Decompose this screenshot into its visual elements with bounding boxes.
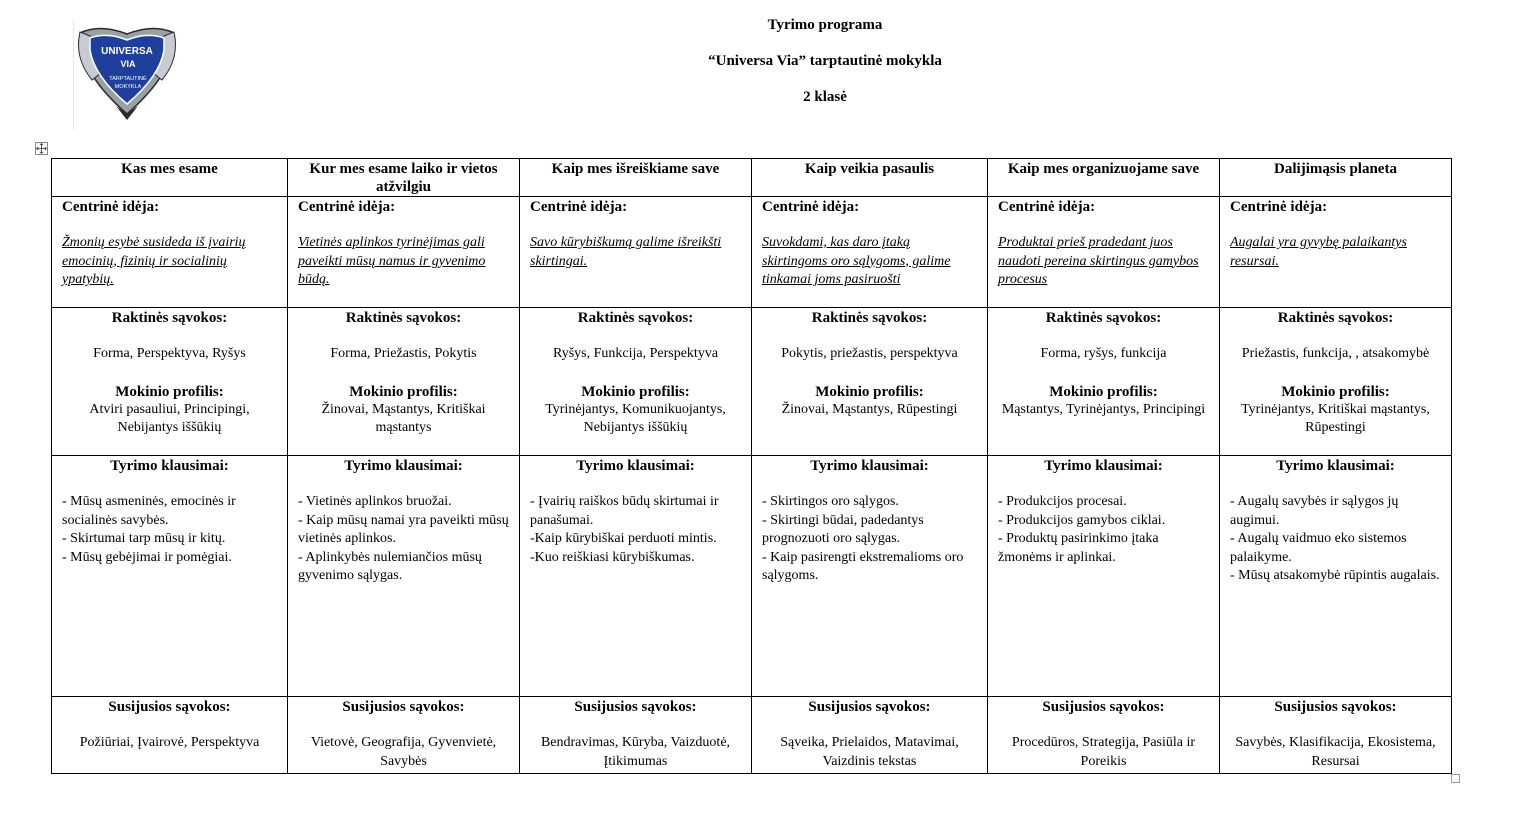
related-concepts-label: Susijusios sąvokos:: [574, 699, 697, 715]
learner-profile-text: Mąstantys, Tyrinėjantys, Principingi: [1001, 401, 1206, 417]
questions-cell: [52, 456, 288, 697]
theme-header: Kaip mes išreiškiame save: [520, 159, 752, 197]
shield-logo-icon: [72, 18, 182, 130]
key-concepts-cell: [288, 308, 520, 456]
table-resize-handle[interactable]: [1451, 774, 1460, 783]
related-concepts-text: Bendravimas, Kūryba, Vaizduotė, Įtikimumas: [540, 735, 731, 769]
learner-profile-label: Mokinio profilis:: [115, 383, 224, 400]
central-idea-label: Centrinė idėja:: [1230, 199, 1328, 215]
central-idea-text: Suvokdami, kas daro įtaką skirtingoms oro sąlygoms, galime tinkamai joms pasiruošti: [762, 235, 951, 287]
related-concepts-text: Savybės, Klasifikacija, Ekosistema, Resursai: [1235, 735, 1436, 769]
questions-label: Tyrimo klausimai:: [1044, 458, 1163, 474]
theme-header-row: [52, 159, 1452, 197]
question-item: - Įvairių raiškos būdų skirtumai ir panašumai.: [530, 494, 719, 528]
central-idea-label: Centrinė idėja:: [298, 199, 396, 215]
related-concepts-label: Susijusios sąvokos:: [808, 699, 931, 715]
question-item: - Vietinės aplinkos bruožai.: [298, 494, 452, 509]
question-item: - Augalų savybės ir sąlygos jų augimui.: [1230, 494, 1399, 528]
key-concepts-label: Raktinės sąvokos:: [577, 310, 694, 326]
questions-list: [62, 493, 277, 567]
central-idea-text: Produktai prieš pradedant juos naudoti pereina skirtingus gamybos procesus: [998, 235, 1199, 287]
question-item: - Aplinkybės nulemiančios mūsų gyvenimo sąlygas.: [298, 549, 482, 583]
central-idea-text: Savo kūrybiškumą galime išreikšti skirtingai.: [530, 235, 722, 269]
question-item: - Skirtumai tarp mūsų ir kitų.: [62, 531, 226, 546]
key-concepts-label: Raktinės sąvokos:: [811, 310, 928, 326]
question-item: - Produkcijos procesai.: [998, 494, 1127, 509]
key-concepts-label: Raktinės sąvokos:: [111, 310, 228, 326]
central-idea-cell: [52, 197, 288, 308]
related-concepts-label: Susijusios sąvokos:: [108, 699, 231, 715]
questions-list: [298, 493, 509, 586]
related-concepts-cell: [288, 697, 520, 774]
questions-label: Tyrimo klausimai:: [110, 458, 229, 474]
key-concepts-text: Priežastis, funkcija, , atsakomybė: [1241, 346, 1430, 361]
question-item: - Kaip pasirengti ekstremalioms oro sąlygoms.: [762, 549, 964, 583]
logo-text-3: TARPTAUTINĖ: [109, 76, 147, 82]
central-idea-text: Žmonių esybė susideda iš įvairių emocinių, fizinių ir socialinių ypatybių.: [62, 235, 246, 287]
key-concepts-label: Raktinės sąvokos:: [345, 310, 462, 326]
central-idea-label: Centrinė idėja:: [762, 199, 860, 215]
learner-profile-text: Tyrinėjantys, Kritiškai mąstantys, Rūpestingi: [1241, 401, 1430, 435]
key-concepts-text: Ryšys, Funkcija, Perspektyva: [552, 346, 719, 361]
question-item: - Produkcijos gamybos ciklai.: [998, 512, 1166, 528]
questions-list: [998, 493, 1209, 567]
learner-profile-text: Žinovai, Mąstantys, Rūpestingi: [781, 401, 958, 417]
related-concepts-text: Procedūros, Strategija, Pasiūla ir Poreikis: [1011, 735, 1196, 769]
questions-row: [52, 456, 1452, 697]
central-idea-cell: [288, 197, 520, 308]
related-concepts-label: Susijusios sąvokos:: [1042, 699, 1165, 715]
document-title: Tyrimo programa: [767, 17, 883, 33]
key-concepts-cell: [752, 308, 988, 456]
theme-header: Kas mes esame: [52, 159, 288, 197]
central-idea-label: Centrinė idėja:: [62, 199, 160, 215]
questions-list: [1230, 493, 1441, 586]
learner-profile-text: Žinovai, Mąstantys, Kritiškai mąstantys: [321, 401, 486, 435]
central-idea-label: Centrinė idėja:: [998, 199, 1096, 215]
questions-cell: [288, 456, 520, 697]
key-concepts-cell: [520, 308, 752, 456]
questions-cell: [752, 456, 988, 697]
related-concepts-cell: [520, 697, 752, 774]
learner-profile-label: Mokinio profilis:: [1049, 383, 1158, 400]
questions-label: Tyrimo klausimai:: [1276, 458, 1395, 474]
questions-cell: [520, 456, 752, 697]
learner-profile-label: Mokinio profilis:: [581, 383, 690, 400]
related-concepts-label: Susijusios sąvokos:: [342, 699, 465, 715]
table-move-handle-icon[interactable]: [35, 142, 48, 155]
questions-list: [762, 493, 977, 586]
question-item: -Kaip kūrybiškai perduoti mintis.: [530, 531, 717, 546]
key-concepts-row: [52, 308, 1452, 456]
central-idea-cell: [988, 197, 1220, 308]
central-idea-label: Centrinė idėja:: [530, 199, 628, 215]
questions-cell: [988, 456, 1220, 697]
logo-text-1: UNIVERSA: [101, 46, 153, 57]
theme-header: Kaip mes organizuojame save: [988, 159, 1220, 197]
questions-list: [530, 493, 741, 567]
school-logo: [72, 18, 182, 130]
question-item: - Mūsų asmeninės, emocinės ir socialinės savybės.: [62, 494, 236, 528]
key-concepts-cell: [988, 308, 1220, 456]
learner-profile-label: Mokinio profilis:: [349, 383, 458, 400]
central-idea-row: [52, 197, 1452, 308]
question-item: - Mūsų gebėjimai ir pomėgiai.: [62, 549, 232, 565]
central-idea-cell: [1220, 197, 1452, 308]
question-item: - Skirtingos oro sąlygos.: [762, 494, 899, 509]
logo-text-2: VIA: [120, 59, 136, 69]
related-concepts-text: Sąveika, Prielaidos, Matavimai, Vaizdinis tekstas: [780, 735, 959, 769]
key-concepts-text: Forma, Perspektyva, Ryšys: [93, 346, 246, 361]
related-concepts-cell: [752, 697, 988, 774]
key-concepts-label: Raktinės sąvokos:: [1277, 310, 1394, 326]
central-idea-cell: [520, 197, 752, 308]
learner-profile-label: Mokinio profilis:: [1281, 383, 1390, 400]
related-concepts-label: Susijusios sąvokos:: [1274, 699, 1397, 715]
logo-text-4: MOKYKLA: [114, 84, 142, 90]
question-item: - Mūsų atsakomybė rūpintis augalais.: [1230, 568, 1440, 583]
questions-label: Tyrimo klausimai:: [344, 458, 463, 474]
program-table: [51, 158, 1452, 774]
related-concepts-cell: [1220, 697, 1452, 774]
learner-profile-text: Tyrinėjantys, Komunikuojantys, Nebijantys iššūkių: [545, 401, 726, 435]
related-concepts-row: [52, 697, 1452, 774]
theme-header: Dalijimąsis planeta: [1220, 159, 1452, 197]
related-concepts-cell: [52, 697, 288, 774]
learner-profile-label: Mokinio profilis:: [815, 383, 924, 400]
theme-header: Kaip veikia pasaulis: [752, 159, 988, 197]
question-item: - Augalų vaidmuo eko sistemos palaikyme.: [1230, 531, 1407, 565]
key-concepts-cell: [52, 308, 288, 456]
related-concepts-text: Požiūriai, Įvairovė, Perspektyva: [79, 735, 260, 750]
grade-label: 2 klasė: [803, 89, 847, 105]
questions-label: Tyrimo klausimai:: [810, 458, 929, 474]
question-item: - Skirtingi būdai, padedantys prognozuoti oro sąlygas.: [762, 512, 924, 546]
key-concepts-text: Forma, ryšys, funkcija: [1040, 346, 1167, 361]
central-idea-text: Vietinės aplinkos tyrinėjimas gali paveikti mūsų namus ir gyvenimo būdą.: [298, 235, 486, 287]
central-idea-cell: [752, 197, 988, 308]
key-concepts-text: Forma, Priežastis, Pokytis: [330, 346, 477, 361]
related-concepts-cell: [988, 697, 1220, 774]
question-item: - Kaip mūsų namai yra paveikti mūsų vietinės aplinkos.: [298, 512, 509, 546]
key-concepts-cell: [1220, 308, 1452, 456]
questions-label: Tyrimo klausimai:: [576, 458, 695, 474]
key-concepts-text: Pokytis, priežastis, perspektyva: [781, 346, 958, 361]
question-item: - Produktų pasirinkimo įtaka žmonėms ir aplinkai.: [998, 531, 1159, 565]
question-item: -Kuo reiškiasi kūrybiškumas.: [530, 549, 695, 565]
questions-cell: [1220, 456, 1452, 697]
learner-profile-text: Atviri pasauliui, Principingi, Nebijantys iššūkių: [89, 401, 250, 435]
central-idea-text: Augalai yra gyvybę palaikantys resursai.: [1230, 235, 1407, 269]
theme-header: Kur mes esame laiko ir vietos atžvilgiu: [288, 159, 520, 197]
related-concepts-text: Vietovė, Geografija, Gyvenvietė, Savybės: [310, 735, 497, 769]
key-concepts-label: Raktinės sąvokos:: [1045, 310, 1162, 326]
school-name: “Universa Via” tarptautinė mokykla: [708, 53, 942, 69]
